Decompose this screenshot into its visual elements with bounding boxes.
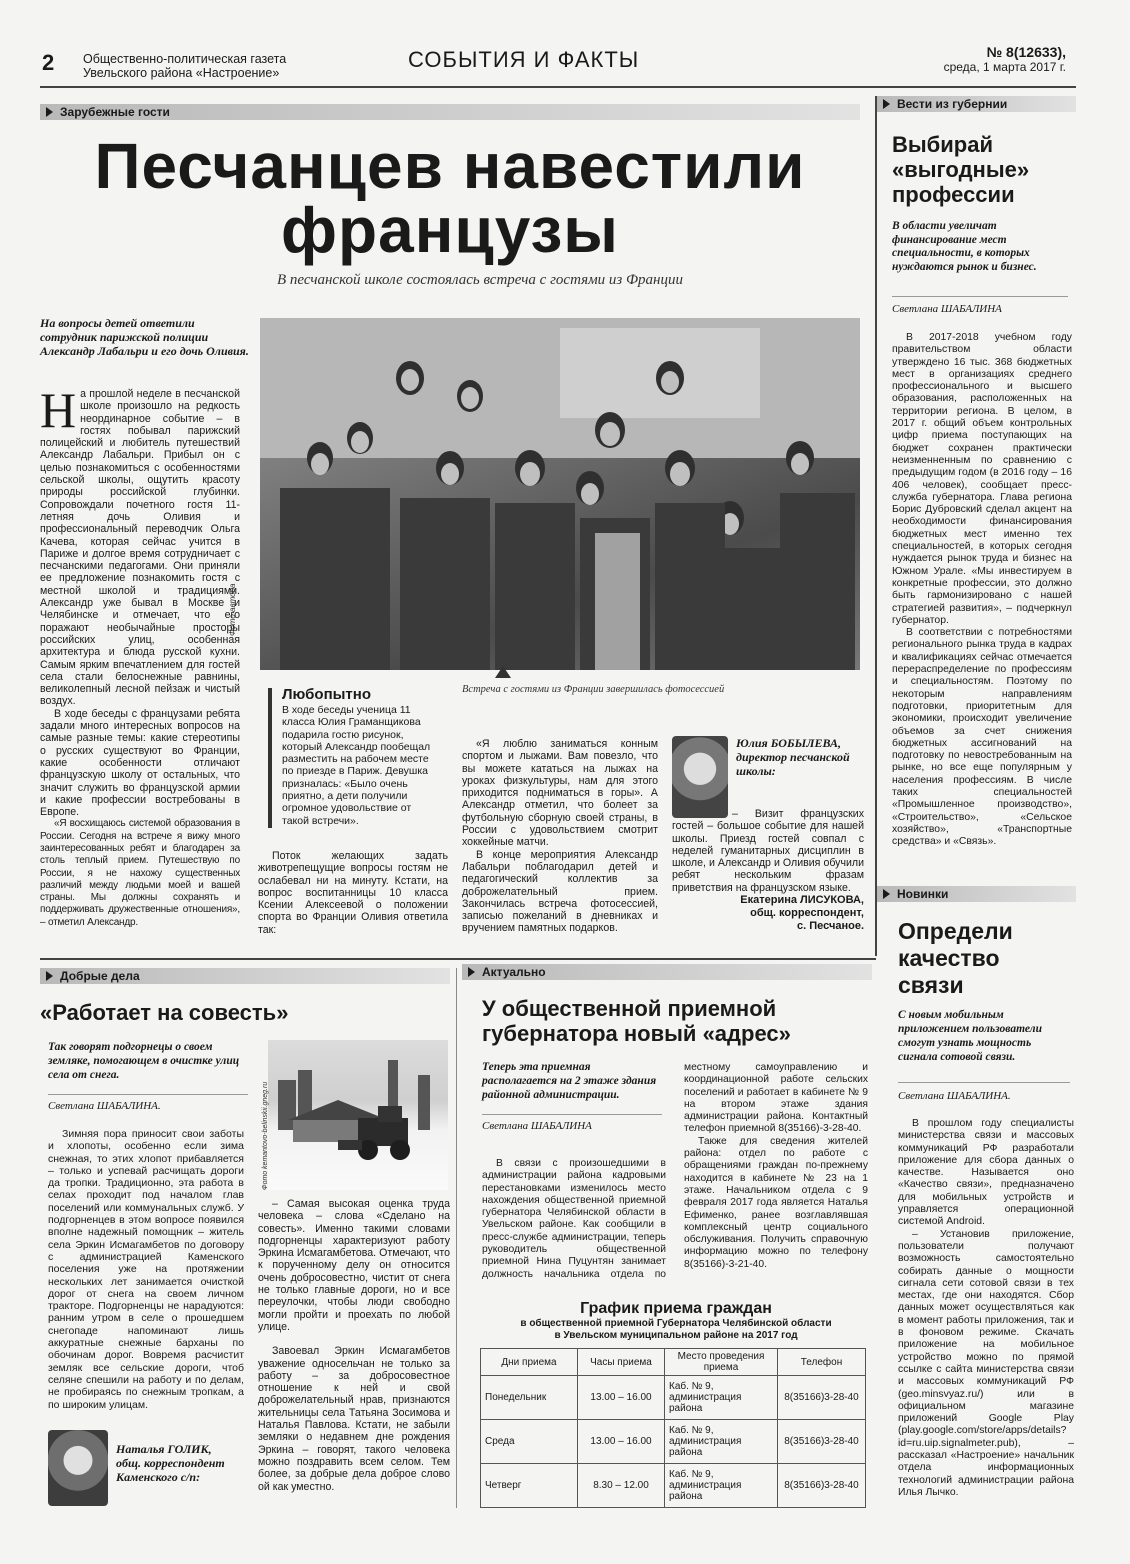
issue-date: среда, 1 марта 2017 г. <box>943 60 1066 74</box>
quote-name: Юлия БОБЫЛЕВА, <box>736 736 842 750</box>
sidebar-title: Любопытно <box>282 686 372 703</box>
main-col1 <box>40 382 240 929</box>
main-photo <box>260 318 860 670</box>
main-p2: В ходе беседы с французами ребята задали много интересных вопросов на самые разные темы: какие стереотипы о русских существуют во Франции, какие особенности отличают французскую школу от остальных, что значит служить во французской армии и какие профессии востребованы в Европе. <box>40 707 240 819</box>
bm-spacer <box>482 1062 666 1158</box>
bl-p1: Зимняя пора приносит свои заботы и хлопоты, особенно если зима снежная, то этих хлопот прибавляется – только и успевай расчищать дороги да тропки. Традиционно, эта работа в селах проходит под началом глав поселений или коммунальных служб. У подгорненцев в этом вопросе появился вполне надежный помощник – житель села Эркин Исмагамбетов по договору с администрацией Каменского поселения уже на протяжении нескольких лет занимается очисткой дорог от снега на своем личном тракторе. Подгорненцы не нарадуются: ранним утром в селе о прошедшем снегопаде напоминают лишь аккуратные снежные барханы по обочинам дорог. Вовремя расчистит земляк все сельские дороги, чтоб селяне спешили на работу и по делам, не пробираясь по снежным тропкам, а по широким улицам. <box>48 1128 244 1411</box>
schedule-cell: 13.00 – 16.00 <box>578 1376 665 1420</box>
quote-text: – Визит французских гостей – большое событие для нашей школы. Приезд гостей совпал с неделей гуманитарных дисциплин в школе, и Александр и Оливия обучили ребят нескольким фразам приветствия на французском языке. <box>672 808 864 894</box>
tractor-scene <box>268 1040 448 1190</box>
right2-author-rule <box>898 1082 1070 1083</box>
right2-lead: С новым мобильным приложением пользователи смогут узнать мощность сигнала сотовой связи. <box>898 1009 1042 1063</box>
main-col3 <box>462 738 658 935</box>
bm-author: Светлана ШАБАЛИНА <box>482 1120 592 1132</box>
quote-photo-avatar <box>672 736 728 818</box>
schedule-cell: 8(35166)3-28-40 <box>778 1376 866 1420</box>
bm-title <box>482 996 872 1046</box>
bottom-top-rule <box>40 958 876 960</box>
quote-author <box>736 736 876 778</box>
right1-p2: В соответствии с потребностями регионального рынка труда в кадрах и квалификациях сейчас отмечается перераспределение по профессиям и специальностям. Поэтому по некоторым направлениям подготовки, приоритетным для экономики, происходит увеличение объемов за счет снижения бюджетных ассигнований на подготовку по невостребованным на рынке, но все еще популярным у населения профессиям. В числе таких специальностей «Промышленное производство», «Строительство», «Сельское хозяйство», «Транспортные средства» и «Связь». <box>892 627 1072 848</box>
main-col2 <box>258 850 448 936</box>
bl-author: Светлана ШАБАЛИНА. <box>48 1100 161 1112</box>
section-title: СОБЫТИЯ И ФАКТЫ <box>408 47 640 72</box>
right1-p1: В 2017-2018 учебном году правительством области утверждено 16 тыс. 368 бюджетных мест в организациях среднего профессионального и высшего образования, расположенных на территории региона. В целом, в 2017 г. общий объем контрольных цифр приема поступающих на бюджет сохранен практически неизменненным по сравнению с предыдущим годом (в 2016 году – 16 406 человек), сообщает пресс-служба губернатора. Глава региона Борис Дубровский сделал акцент на необходимости финансирования бюджетных мест именно тех специальностей, в которых сегодня нуждается рынок труда и бизнес на Южном Урале. «Мы инвестируем в конкретные профессии, это должно быть гармонизировано с нашей стратегией развития», – подчеркнул губернатор. <box>892 332 1072 626</box>
right1-lead: В области увеличат финансирование мест специальности, в которых нуждаются рынок и бизнес. <box>892 220 1037 273</box>
bm-title-line2: губернатора новый «адрес» <box>482 1021 791 1046</box>
right1-title: Выбирай «выгодные» профессии <box>892 132 1030 207</box>
rubric-aktualno: Актуально <box>462 964 872 980</box>
right2-author: Светлана ШАБАЛИНА. <box>898 1090 1011 1102</box>
schedule-cell: Понедельник <box>481 1376 578 1420</box>
bottom-divider <box>456 968 457 1508</box>
quote-role: директор песчанской школы: <box>736 750 850 778</box>
main-p1: а прошлой неделе в песчанской школе произошло на редкость неординарное событие – в гостях побывал парижский полицейский и любитель путешествий Александр Лабальри. Прибыл он с целью познакомиться с особенностями сельской школы, ощутить красоту природы российской глубинки. Сопровождали почетного гостя 11-летняя дочь Оливия и профессиональный переводчик Ольга Качева, которая сейчас учится в Париже и долгое время сотрудничает с песчанскими педагогами. Они приняли ее предложение познакомить гостя с местной школой и традициями. Александр уже бывал в Москве и Челябинске и отмечает, что его поражают необычайные просторы российских улиц, особенная архитектура и блюда русской кухни. Самым ярким впечатлением для гостей села стали белоснежные равнины, великолепный лесной пейзаж и чистый воздух. <box>40 388 240 708</box>
main-title-line2: французы <box>281 194 619 266</box>
schedule-header-row <box>481 1349 866 1376</box>
schedule-subtitle-line1: в общественной приемной Губернатора Челябинской области <box>520 1318 832 1329</box>
rubric-novinki: Новинки <box>877 886 1076 902</box>
right2-body <box>898 1118 1074 1499</box>
bl-author-rule <box>48 1094 248 1095</box>
main-p3: «Я восхищаюсь системой образования в России. Сегодня на встрече я вижу много заинтересованных ребят и благодарен за столь теплый прием. Путешествую по России, я не нахожу существенных различий между людьми моей и вашей страны. Мы должны сохранять и поддерживать дружественные отношения», – отметил Александр. <box>40 818 240 928</box>
bl-avatar <box>48 1430 108 1506</box>
schedule-cell: 8.30 – 12.00 <box>578 1464 665 1508</box>
sidebar-bar <box>268 688 272 828</box>
bl-signature <box>116 1442 256 1484</box>
bm-p2: Также для сведения жителей района: отдел по работе с обращениями граждан по-прежнему находится в кабинете № 23 на 1 этаже. Начальником отдела с 9 февраля 2017 года является Наталья Ефименко, ранее возглавлявшая комплексный центр социального обслуживания. Получить справочную информацию можно по телефону 8(35166)-3-21-40. <box>684 1135 868 1270</box>
bm-columns <box>482 1062 868 1292</box>
tractor-photo-credit: Фото kemantovo-belinskii.gneg.ru <box>262 1081 269 1190</box>
right2-p2: – Установив приложение, пользователи получают возможность самостоятельно собирать данные о мощности сигнала сети сотовой связи в тех местах, где они находятся. Сбор данных может осуществляться как в момент работы приложения, так и в фоновом режиме. Скачать приложение на мобильное устройство можно по прямой ссылке с сайта министерства связи и массовых коммуникаций РФ (geo.minsvyaz.ru/) или в официальном магазине приложений Google Play (play.google.com/store/apps/details?id=ru.uip.signalmeter.pub), – рассказал «Настроение» начальник отдела информационных технологий администрации района Илья Лычко. <box>898 1228 1074 1498</box>
bl-col2 <box>258 1198 450 1493</box>
bl-p2: – Самая высокая оценка труда человека – слова «Сделано на совесть». Именно такими словами подгорненцы характеризуют работу Эркина Исмагамбетова. Отмечают, что к порученному делу он относится очень добросовестно, чистит от снега не только главные дороги, но и все переулочки, чтобы люди свободно могли пройти и проехать по любой улице. <box>258 1198 450 1333</box>
schedule-cell: Каб. № 9, администрация района <box>665 1420 778 1464</box>
bm-body <box>482 1062 868 1292</box>
bl-sig-role: общ. корреспондент Каменского с/п: <box>116 1456 225 1484</box>
signature-place: с. Песчаное. <box>797 920 864 932</box>
paper-name <box>83 52 286 80</box>
header-rule <box>40 86 1076 88</box>
main-title <box>40 130 860 266</box>
photo-credit: Фото автора <box>228 583 237 636</box>
signature <box>672 894 864 933</box>
paper-name-line1: Общественно-политическая газета <box>83 52 287 66</box>
paper-name-line2: Увельского района «Настроение» <box>83 66 280 80</box>
schedule-cell: Четверг <box>481 1464 578 1508</box>
main-title-line1: Песчанцев навестили <box>94 130 806 202</box>
main-p4: Поток желающих задать животрепещущие вопросы гостям не ослабевал ни на минуту. Кстати, на вопрос воспитанницы 10 класса Ксении Алексеевой о положении спорта во Франции Оливия ответила так: <box>258 850 448 936</box>
rubric-vesti: Вести из губернии <box>877 96 1076 112</box>
group-photo-figures <box>260 318 860 670</box>
column-divider-right <box>875 96 877 956</box>
schedule-cell: 8(35166)3-28-40 <box>778 1464 866 1508</box>
bl-sig-name: Наталья ГОЛИК, <box>116 1442 212 1456</box>
main-lead: На вопросы детей ответили сотрудник парижской полиции Александр Лабальри и его дочь Оливия. <box>40 316 249 358</box>
bm-title-line1: У общественной приемной <box>482 996 777 1021</box>
schedule-cell: Каб. № 9, администрация района <box>665 1464 778 1508</box>
main-p6: В конце мероприятия Александр Лабальри поблагодарил детей и педагогический коллектив за доброжелательный прием. Закончилась встреча фотосессией, записью пожеланий в дневниках и вручением памятных подарков. <box>462 848 658 935</box>
schedule-table <box>480 1348 866 1508</box>
tractor-photo <box>268 1040 448 1190</box>
bl-col1 <box>48 1128 244 1411</box>
schedule-header-cell: Место проведения приема <box>665 1349 778 1376</box>
schedule-header-cell: Телефон <box>778 1349 866 1376</box>
bl-lead: Так говорят подгорнецы о своем земляке, помогающем в очистке улиц села от снега. <box>48 1041 240 1081</box>
rubric-zarubezhnye: Зарубежные гости <box>40 104 860 120</box>
dropcap: Н <box>40 382 77 438</box>
bm-lead: Теперь эта приемная располагается на 2 этаже здания районной администрации. <box>482 1061 657 1101</box>
main-photo-caption: Встреча с гостями из Франции завершилась фотосессией <box>462 684 725 695</box>
schedule-row <box>481 1420 866 1464</box>
bl-title: «Работает на совесть» <box>40 1000 289 1025</box>
issue-number: № 8(12633), <box>986 44 1066 60</box>
schedule-header-cell: Часы приема <box>578 1349 665 1376</box>
schedule-cell: Каб. № 9, администрация района <box>665 1376 778 1420</box>
right2-title: Определи качество связи <box>898 918 1013 998</box>
rubric-dobrye: Добрые дела <box>40 968 450 984</box>
bm-p1: В связи с произошедшими в администрации района кадровыми перестановками изменилось место нахождения общественной приемной губернатора Челябинской области в Увельском районе. Как сообщили в пресс-службе администрации, теперь руководитель общественной приемной Нина Пуцунтян занимает должность начальника отдела по местному самоуправлению и координационной работе сельских поселений и работает в кабинете № 9 на втором этаже здания администрации района. Контактный телефон приемной 8(35166)-3-28-40. <box>482 1062 868 1280</box>
schedule-header-cell: Дни приема <box>481 1349 578 1376</box>
signature-role: общ. корреспондент, <box>750 907 864 919</box>
schedule-cell: Среда <box>481 1420 578 1464</box>
schedule-subtitle-line2: в Увельском муниципальном районе на 2017 год <box>554 1330 798 1341</box>
bl-p3: Завоевал Эркин Исмагамбетов уважение односельчан не только за работу – за добросовестное отношение к ней и свой доброжелательный нрав, признаются жительницы села Татьяна Зосимова и Наталья Павлова. Кстати, не забыли земляки о недавнем дне рождения Эркина – говорят, такого человека можно поздравить всем селом. Тем более, за добрые дела доброе слово ой как уместно. <box>258 1345 450 1493</box>
schedule-row <box>481 1464 866 1508</box>
right1-body <box>892 332 1072 848</box>
main-p5: «Я люблю заниматься конным спортом и лыжами. Вам повезло, что вы можете кататься на лыжах на уроках физкультуры, нам для этого приходится подниматься в горы». А Александр отметил, что болеет за футбольную сборную своей страны, в России с удовольствием смотрит хоккейные матчи. <box>462 738 658 849</box>
schedule-cell: 13.00 – 16.00 <box>578 1420 665 1464</box>
right2-p1: В прошлом году специалисты министерства связи и массовых коммуникаций РФ разработали приложение для сбора данных о качестве. Называется оно «Качество связи», предназначено для мобильных устройств и управляется операционной системой Android. <box>898 1118 1074 1228</box>
signature-name: Екатерина ЛИСУКОВА, <box>740 894 864 906</box>
photo-triangle-icon <box>495 666 511 678</box>
schedule-title: График приема граждан <box>580 1300 772 1317</box>
page-number: 2 <box>42 50 55 75</box>
sidebar-text: В ходе беседы ученица 11 класса Юлия Граманщикова подарила гостю рисунок, который Александр пообещал разместить на рабочем месте по приезде в Париж. Девушка призналась: «Было очень приятно, а дети получили огромное удовольствие от такой встречи». <box>282 704 431 827</box>
right1-author-rule <box>892 296 1068 297</box>
schedule-subtitle <box>476 1318 876 1342</box>
schedule-row <box>481 1376 866 1420</box>
right1-author: Светлана ШАБАЛИНА <box>892 303 1002 315</box>
schedule-cell: 8(35166)3-28-40 <box>778 1420 866 1464</box>
main-subtitle: В песчанской школе состоялась встреча с гостями из Франции <box>276 272 683 288</box>
